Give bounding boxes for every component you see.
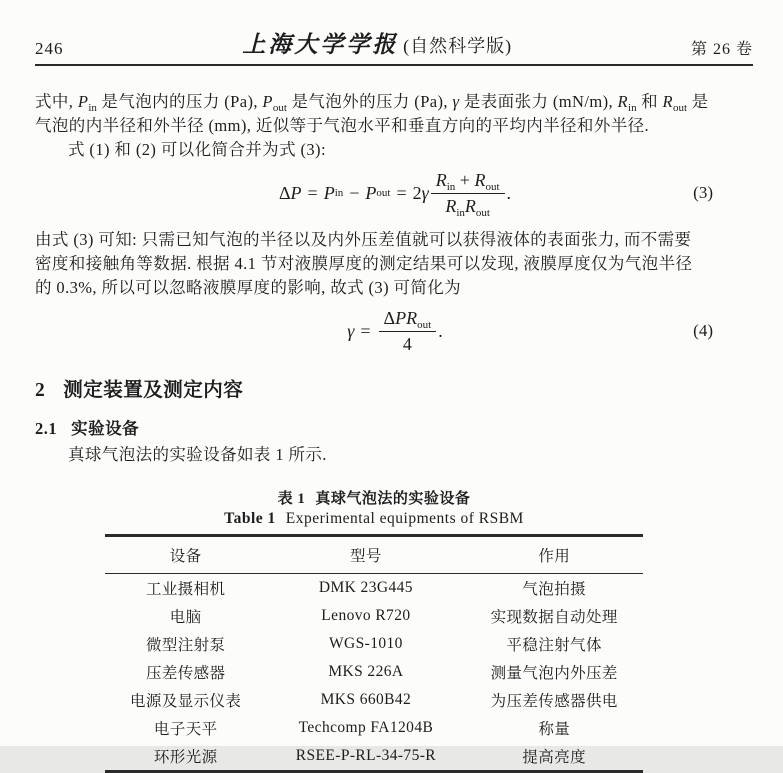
math-var-gamma: γ [421,182,429,203]
math-var-gamma: γ [452,92,460,111]
cell-device: 电子天平 [153,721,218,738]
column-header-model: 型号 [266,536,465,574]
table-row [105,630,643,658]
cell-device: 工业摄相机 [145,581,226,598]
subsection-number: 2.1 [35,419,58,438]
math-var-gamma: γ [347,320,355,341]
cell-function: 实现数据自动处理 [490,609,618,626]
subsection-title: 实验设备 [71,419,140,438]
math-var-P: P [77,92,89,111]
math-sub-in: in [628,102,637,114]
subsection-body-text: 真球气泡法的实验设备如表 1 所示. [68,445,327,464]
text-line: 的 0.3%, 所以可以忽略液膜厚度的影响, 故式 (3) 可简化为 [35,278,462,297]
math-var-R: R [464,195,476,216]
cell-device: 微型注射泵 [145,637,226,654]
journal-title-edition: (自然科学版) [403,36,513,56]
equipment-table [105,534,643,773]
period: . [506,182,512,203]
math-var-R: R [435,169,447,190]
paragraph-derivation [35,228,755,300]
math-sub-out: out [673,102,688,114]
math-sub-in: in [88,102,97,114]
fraction [379,308,437,355]
page-body [0,90,783,773]
table-row [105,658,643,686]
math-var-P: P [290,182,302,203]
fraction-denominator: 4 [402,333,412,354]
volume-label: 第 26 卷 [690,41,753,58]
text-run: 和 [636,92,663,111]
text-run: 是 [687,92,709,111]
equation-number: (3) [693,183,713,202]
cell-function: 提高亮度 [522,749,587,766]
cell-device: 环形光源 [153,749,218,766]
cell-device: 压差传感器 [145,665,226,682]
equation-4 [35,302,755,360]
equation-3: Δ P = P in − P out = 2 γ $\frac{R_{in} + R_{out}}{R_{in}R_{out}}$ . (3) [278,169,713,219]
equation-number: (4) [693,321,713,340]
table-caption-en-label: Table 1 [224,510,276,527]
table-row [105,714,643,742]
cell-device: 电脑 [169,609,202,626]
table-caption-zh-text: 真球气泡法的实验设备 [315,491,471,507]
text-line [35,90,755,114]
fraction-numerator [379,308,437,332]
math-var-R: R [662,92,674,111]
journal-title [242,26,512,59]
equals-sign: = [396,182,407,203]
math-var-R: R [474,169,486,190]
table-row [105,574,643,603]
journal-title-calligraphy: 上海大学学报 [242,32,399,57]
cell-model: RSEE-P-RL-34-75-R [295,747,437,764]
text-line: 气泡的内半径和外半径 (mm), 近似等于气泡水平和垂直方向的平均内半径和外半径. [35,116,650,135]
math-var-R: R [617,92,629,111]
cell-model: MKS 660B42 [320,691,412,708]
cell-function: 气泡拍摄 [522,581,587,598]
math-sub-out: out [272,102,287,114]
section-heading-2 [35,374,755,402]
section-number: 2 [35,380,46,401]
cell-function: 称量 [538,721,571,738]
math-coefficient: 2 [412,182,422,203]
math-var-P: P [262,92,273,111]
math-var-P: P [365,182,377,203]
cell-device: 电源及显示仪表 [130,693,242,710]
page-number: 246 [35,39,64,58]
cell-function: 平稳注射气体 [506,637,602,654]
period: . [438,320,443,341]
table-1-block [105,487,643,773]
table-caption-en [105,510,643,528]
fraction-denominator [431,194,505,217]
math-sub-in: in [446,180,456,193]
cell-function: 为压差传感器供电 [490,693,618,710]
cell-model: MKS 226A [328,663,404,680]
cell-model: DMK 23G445 [318,579,413,596]
text-line: 密度和接触角等数据. 根据 4.1 节对液膜厚度的测定结果可以发现, 液膜厚度仅为气泡半径 [35,254,693,273]
text-line: 由式 (3) 可知: 只需已知气泡的半径以及内外压差值就可以获得液体的表面张力, 而不需要 [35,230,692,249]
section-title: 测定装置及测定内容 [63,380,244,401]
text-run: 是气泡外的压力 (Pa), [286,92,453,111]
table-header [105,536,643,574]
math-var-P: P [323,182,335,203]
math-delta: Δ [383,307,396,328]
minus-sign: − [349,182,360,203]
text-run: 是气泡内的压力 (Pa), [96,92,263,111]
subsection-heading-2-1 [35,415,755,439]
math-sub-out: out [475,206,490,219]
text-run: 是表面张力 (mN/m), [459,92,618,111]
table-row [105,602,643,630]
table-body [105,574,643,772]
math-sub-out: out [485,180,500,193]
math-sub-in: in [456,206,465,219]
table-caption-zh-label: 表 1 [277,491,306,507]
fraction [431,170,505,217]
table-caption-en-text: Experimental equipments of RSBM [285,510,524,527]
cell-model: Techcomp FA1204B [298,719,434,736]
math-var-P: P [395,307,407,328]
table-caption-zh [105,487,643,508]
column-header-device: 设备 [105,536,266,574]
running-head [35,0,753,66]
cell-function: 测量气泡内外压差 [490,665,618,682]
math-var-R: R [445,195,457,216]
paragraph-symbol-definitions [35,90,755,162]
fraction-numerator [431,170,505,194]
math-var-R: R [406,307,418,328]
math-delta: Δ [278,182,291,203]
text-line: 式 (1) 和 (2) 可以化简合并为式 (3): [68,140,326,159]
text-run: 式中, [35,92,78,111]
equals-sign: = [307,182,318,203]
table-row [105,686,643,714]
equals-sign: = [360,320,371,341]
cell-model: Lenovo R720 [321,607,411,624]
cell-model: WGS-1010 [329,635,403,652]
table-header-row [105,536,643,574]
plus-sign: + [459,169,470,190]
column-header-function: 作用 [465,536,643,574]
math-sub-out: out [417,318,432,331]
table-row [105,742,643,772]
